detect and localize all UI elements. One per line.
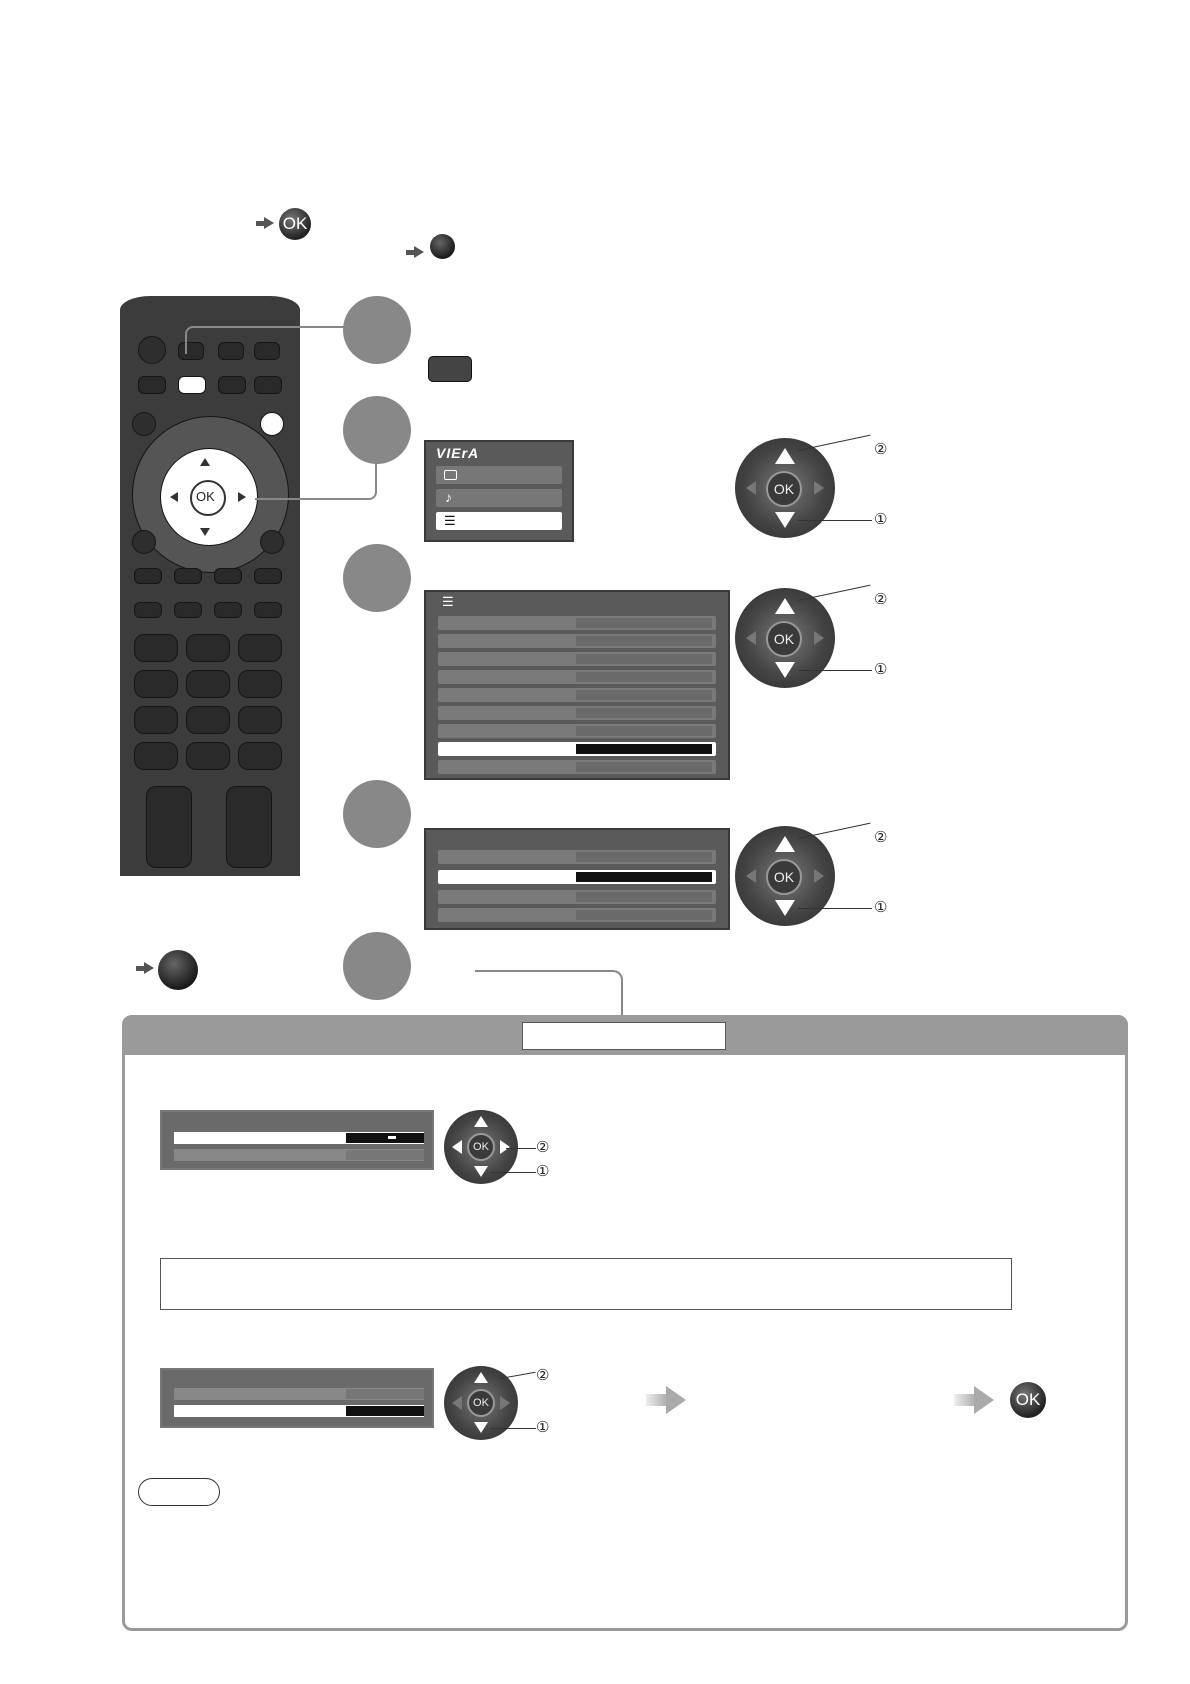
marker-move: ① [874,899,888,916]
leader-line [798,823,871,839]
right-arrow-icon [500,1140,510,1154]
up-arrow-icon [200,458,210,466]
right-arrow-icon [814,481,824,495]
marker-select: ② [874,591,888,608]
adjust-screen [160,1110,434,1170]
info-box [122,1015,1128,1631]
right-arrow-icon [814,631,824,645]
power-button[interactable] [138,336,166,364]
arrow-icon [144,962,154,974]
menu-key-icon [428,356,472,382]
number-key[interactable] [186,634,230,662]
remote-key[interactable] [132,412,156,436]
ok-button[interactable]: OK [467,1389,495,1417]
down-arrow-icon [775,662,795,678]
leader-line [798,520,872,521]
ok-key-label: OK [196,489,215,504]
remote-key[interactable] [260,530,284,554]
level-bar [346,1406,424,1416]
adjust-row[interactable] [174,1149,424,1161]
menu-key[interactable] [178,376,206,394]
number-key[interactable] [238,634,282,662]
menu-row-selected[interactable] [438,870,716,884]
connector-line [185,326,347,354]
ok-button[interactable]: OK [766,859,802,895]
arrow-icon [264,217,274,229]
number-key[interactable] [186,670,230,698]
menu-row[interactable] [438,890,716,904]
leader-line [490,1428,536,1429]
leader-line [798,585,871,601]
remote-key[interactable] [134,602,162,618]
arrow-tail [954,1394,976,1406]
left-arrow-icon [452,1140,462,1154]
step-3-circle [343,544,411,612]
level-bar [346,1150,424,1160]
arrow-icon [406,250,414,255]
number-key[interactable] [186,742,230,770]
remote-key[interactable] [218,376,246,394]
number-key[interactable] [134,670,178,698]
picture-icon [444,470,457,480]
brand-logo: VIErA [436,445,480,461]
adjust-row-selected[interactable] [174,1405,424,1417]
leader-line [506,1148,536,1149]
menu-row-selected[interactable] [438,742,716,756]
exit-button[interactable] [158,950,198,990]
connector-line [475,970,623,1018]
menu-row[interactable] [438,724,716,738]
up-arrow-icon [775,448,795,464]
arrow-icon [974,1386,994,1414]
arrow-icon [256,221,264,226]
menu-row[interactable] [438,670,716,684]
info-box-title-tab [522,1022,726,1050]
level-bar [346,1133,424,1143]
step-2-circle [343,396,411,464]
arrow-icon [136,966,144,971]
setup-menu-screen [424,590,730,780]
marker-move: ① [536,1419,550,1436]
arrow-tail [646,1394,668,1406]
leader-line [798,908,872,909]
main-menu-screen [424,440,574,542]
remote-key[interactable] [134,568,162,584]
exit-button[interactable] [430,234,455,259]
music-note-icon: ♪ [445,489,452,505]
menu-row[interactable] [438,760,716,774]
marker-select: ② [874,829,888,846]
ok-button[interactable]: OK [766,471,802,507]
up-arrow-icon [474,1372,488,1383]
adjust-row-selected[interactable] [174,1132,424,1144]
marker-move: ① [536,1163,550,1180]
submenu-screen [424,828,730,930]
channel-key[interactable] [226,786,272,868]
ok-button[interactable]: OK [279,208,311,240]
down-arrow-icon [474,1166,488,1177]
left-arrow-icon [746,631,756,645]
marker-move: ① [874,511,888,528]
exit-key[interactable] [260,412,284,436]
menu-row[interactable] [438,908,716,922]
left-arrow-icon [452,1396,462,1410]
leader-line [798,670,872,671]
remote-control [120,296,300,876]
number-key[interactable] [238,742,282,770]
volume-key[interactable] [146,786,192,868]
ok-button[interactable]: OK [1010,1382,1046,1418]
step-1-circle [343,296,411,364]
marker-select: ② [536,1367,550,1384]
number-key[interactable] [134,742,178,770]
number-key[interactable] [238,670,282,698]
list-icon: ☰ [444,513,456,528]
menu-item-sound[interactable] [436,489,562,507]
remote-key[interactable] [214,568,242,584]
menu-item-picture[interactable] [436,466,562,484]
number-key[interactable] [134,634,178,662]
down-arrow-icon [775,900,795,916]
menu-row[interactable] [438,634,716,648]
arrow-icon [666,1386,686,1414]
remote-key[interactable] [254,568,282,584]
menu-row[interactable] [438,652,716,666]
right-arrow-icon [814,869,824,883]
number-key[interactable] [134,706,178,734]
adjust-screen [160,1368,434,1428]
menu-item-setup[interactable] [436,512,562,530]
left-arrow-icon [746,481,756,495]
marker-select: ② [874,441,888,458]
right-arrow-icon [500,1396,510,1410]
right-arrow-icon [238,492,246,502]
remote-key[interactable] [254,602,282,618]
marker-select: ② [536,1139,550,1156]
number-key[interactable] [186,706,230,734]
list-icon: ☰ [442,594,454,609]
connector-line [255,460,377,500]
leader-line [490,1172,536,1173]
remote-key[interactable] [138,376,166,394]
adjust-row[interactable] [174,1388,424,1400]
note-box [160,1258,1012,1310]
remote-key[interactable] [132,530,156,554]
up-arrow-icon [474,1116,488,1127]
note-tag [138,1478,220,1506]
ok-button[interactable]: OK [766,621,802,657]
ok-button[interactable]: OK [467,1133,495,1161]
level-bar [346,1389,424,1399]
remote-key[interactable] [254,376,282,394]
marker-move: ① [874,661,888,678]
menu-row[interactable] [438,706,716,720]
remote-key[interactable] [174,568,202,584]
number-key[interactable] [238,706,282,734]
arrow-icon [414,246,424,258]
remote-key[interactable] [174,602,202,618]
menu-row[interactable] [438,616,716,630]
menu-row[interactable] [438,850,716,864]
down-arrow-icon [200,528,210,536]
down-arrow-icon [474,1422,488,1433]
leader-line [798,435,871,451]
menu-row[interactable] [438,688,716,702]
up-arrow-icon [775,598,795,614]
level-marker [388,1136,396,1139]
remote-key[interactable] [214,602,242,618]
left-arrow-icon [746,869,756,883]
up-arrow-icon [775,836,795,852]
step-4-circle [343,780,411,848]
step-5-circle [343,932,411,1000]
down-arrow-icon [775,512,795,528]
left-arrow-icon [170,492,178,502]
